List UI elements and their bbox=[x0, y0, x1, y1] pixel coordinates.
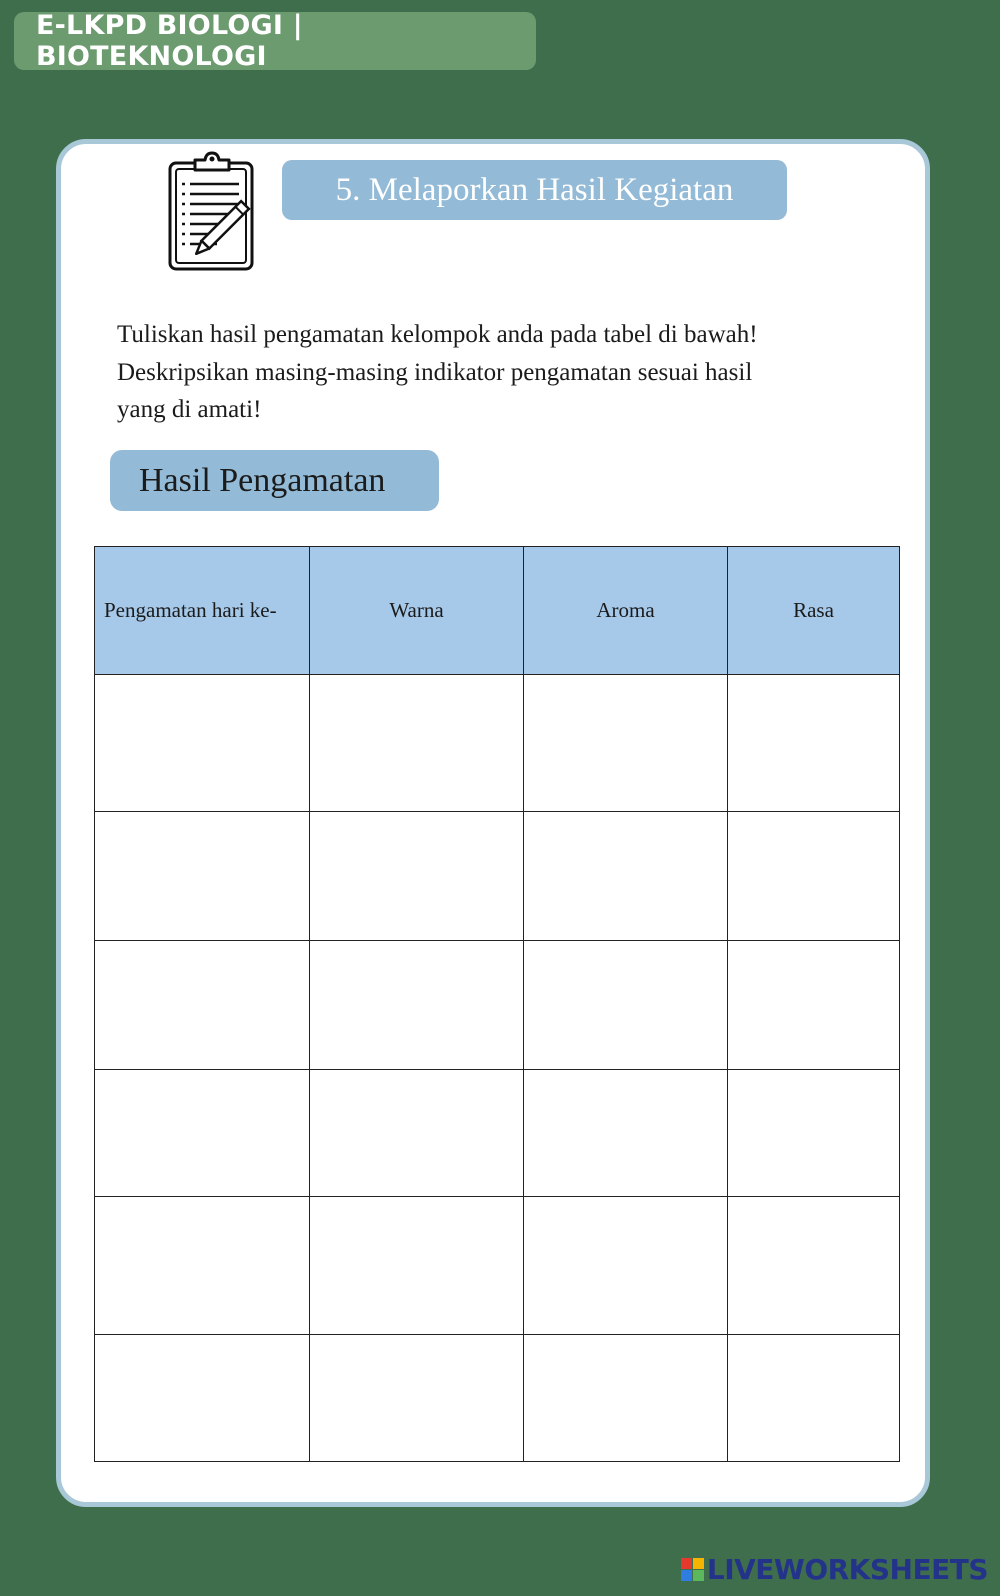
table-row bbox=[95, 941, 900, 1070]
table-cell[interactable] bbox=[310, 1335, 524, 1462]
instruction-line: Tuliskan hasil pengamatan kelompok anda pada tabel di bawah! bbox=[117, 321, 758, 348]
table-cell[interactable] bbox=[95, 1335, 310, 1462]
table-cell[interactable] bbox=[310, 812, 524, 941]
section-title-badge bbox=[282, 160, 787, 220]
header-banner bbox=[14, 12, 536, 70]
header-color: Warna bbox=[310, 547, 524, 675]
table-cell[interactable] bbox=[310, 941, 524, 1070]
watermark-text: LIVEWORKSHEETS bbox=[706, 1553, 988, 1586]
table-cell[interactable] bbox=[310, 1070, 524, 1197]
table-cell[interactable] bbox=[728, 675, 900, 812]
table-cell[interactable] bbox=[728, 1070, 900, 1197]
table-cell[interactable] bbox=[95, 812, 310, 941]
table-cell[interactable] bbox=[95, 675, 310, 812]
liveworksheets-logo-icon bbox=[681, 1558, 704, 1581]
table-cell[interactable] bbox=[728, 1335, 900, 1462]
table-row bbox=[95, 1335, 900, 1462]
instruction-line: yang di amati! bbox=[117, 396, 262, 423]
table-cell[interactable] bbox=[728, 941, 900, 1070]
table-cell[interactable] bbox=[728, 812, 900, 941]
results-title: Hasil Pengamatan bbox=[139, 461, 386, 499]
instructions-text bbox=[117, 316, 877, 429]
table-row bbox=[95, 812, 900, 941]
table-cell[interactable] bbox=[524, 1197, 728, 1335]
table-cell[interactable] bbox=[95, 1197, 310, 1335]
table-cell[interactable] bbox=[310, 1197, 524, 1335]
table-cell[interactable] bbox=[524, 1070, 728, 1197]
table-row bbox=[95, 1197, 900, 1335]
section-title: 5. Melaporkan Hasil Kegiatan bbox=[335, 171, 734, 208]
header-title: E-LKPD BIOLOGI | BIOTEKNOLOGI bbox=[36, 10, 303, 72]
header-day: Pengamatan hari ke- bbox=[95, 547, 310, 675]
table-cell[interactable] bbox=[524, 675, 728, 812]
table-row bbox=[95, 1070, 900, 1197]
liveworksheets-watermark bbox=[681, 1553, 988, 1586]
table-cell[interactable] bbox=[524, 941, 728, 1070]
table-cell[interactable] bbox=[310, 675, 524, 812]
table-cell[interactable] bbox=[95, 1070, 310, 1197]
table-header-row bbox=[95, 547, 900, 675]
table-cell[interactable] bbox=[524, 812, 728, 941]
instruction-line: Deskripsikan masing-masing indikator pengamatan sesuai hasil bbox=[117, 358, 753, 386]
header-aroma: Aroma bbox=[524, 547, 728, 675]
clipboard-pencil-icon bbox=[165, 150, 280, 274]
table-cell[interactable] bbox=[524, 1335, 728, 1462]
header-taste: Rasa bbox=[728, 547, 900, 675]
observation-table bbox=[94, 546, 900, 1462]
table-cell[interactable] bbox=[95, 941, 310, 1070]
results-title-badge bbox=[110, 450, 439, 511]
table-row bbox=[95, 675, 900, 812]
table-cell[interactable] bbox=[728, 1197, 900, 1335]
